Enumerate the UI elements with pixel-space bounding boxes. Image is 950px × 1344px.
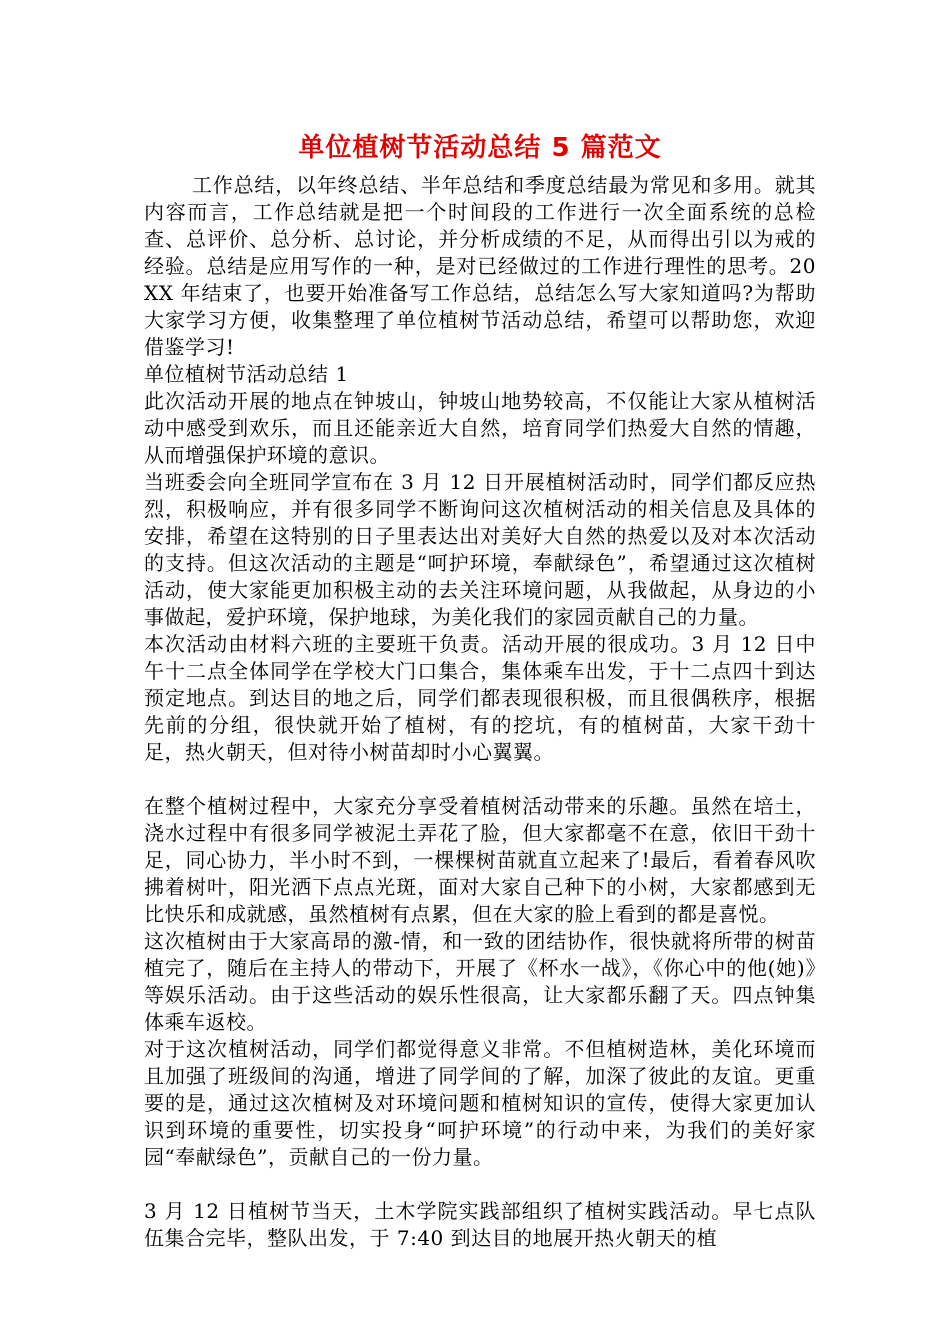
section-heading: 单位植树节活动总结 1 (144, 362, 349, 386)
body-paragraph: 本次活动由材料六班的主要班干负责。活动开展的很成功。3 月 12 日中午十二点全体同学在学校大门口集合，集体乘车出发，于十二点四十到达预定地点。到达目的地之后，同学们都表现很积极，而且很偶秩序，根据先前的分组，很快就开始了植树，有的挖坑，有的植树苗，大家干劲十足，热火朝天，但对待小树苗却时小心翼翼。 (144, 632, 816, 764)
document-title: 单位植树节活动总结 5 篇范文 (298, 133, 662, 163)
body-paragraph: 这次植树由于大家高昂的激-情，和一致的团结协作，很快就将所带的树苗植完了，随后在主持人的带动下，开展了《杯水一战》，《你心中的他(她)》等娱乐活动。由于这些活动的娱乐性很高，让大家都乐翻了天。四点钟集体乘车返校。 (144, 929, 816, 1034)
body-paragraph: 对于这次植树活动，同学们都觉得意义非常。不但植树造林，美化环境而且加强了班级间的沟通，增进了同学间的了解，加深了彼此的友谊。更重要的是，通过这次植树及对环境问题和植树知识的宣传，使得大家更加认识到环境的重要性，切实投身“呵护环境”的行动中来，为我们的美好家园“奉献绿色”，贡献自己的一份力量。 (144, 1037, 816, 1169)
intro-paragraph: 工作总结，以年终总结、半年总结和季度总结最为常见和多用。就其内容而言，工作总结就是把一个时间段的工作进行一次全面系统的总检查、总评价、总分析、总讨论，并分析成绩的不足，从而得出引以为戒的经验。总结是应用写作的一种，是对已经做过的工作进行理性的思考。20XX 年结束了，也要开始准备写工作总结，总结怎么写大家知道吗?为帮助大家学习方便，收集整理了单位植树节活动总结，希望可以帮助您，欢迎借鉴学习! (144, 173, 816, 359)
body-paragraph: 此次活动开展的地点在钟坡山，钟坡山地势较高，不仅能让大家从植树活动中感受到欢乐，而且还能亲近大自然，培育同学们热爱大自然的情趣，从而增强保护环境的意识。 (144, 389, 816, 467)
body-paragraph: 3 月 12 日植树节当天，土木学院实践部组织了植树实践活动。早七点队伍集合完毕，整队出发，于 7:40 到达目的地展开热火朝天的植 (144, 1199, 816, 1250)
body-paragraph: 在整个植树过程中，大家充分享受着植树活动带来的乐趣。虽然在培土，浇水过程中有很多同学被泥土弄花了脸，但大家都毫不在意，依旧干劲十足，同心协力，半小时不到，一棵棵树苗就直立起来了!最后，看着春风吹拂着树叶，阳光洒下点点光斑，面对大家自己种下的小树，大家都感到无比快乐和成就感，虽然植树有点累，但在大家的脸上看到的都是喜悦。 (144, 794, 816, 926)
body-paragraph: 当班委会向全班同学宣布在 3 月 12 日开展植树活动时，同学们都反应热烈，积极响应，并有很多同学不断询问这次植树活动的相关信息及具体的安排，希望在这特别的日子里表达出对美好大自然的热爱以及对本次活动的支持。但这次活动的主题是“呵护环境，奉献绿色”，希望通过这次植树活动，使大家能更加积极主动的去关注环境问题，从我做起，从身边的小事做起，爱护环境，保护地球，为美化我们的家园贡献自己的力量。 (144, 470, 816, 629)
paragraph-gap (144, 1171, 816, 1198)
paragraph-gap (144, 766, 816, 793)
document-body (144, 128, 816, 1252)
